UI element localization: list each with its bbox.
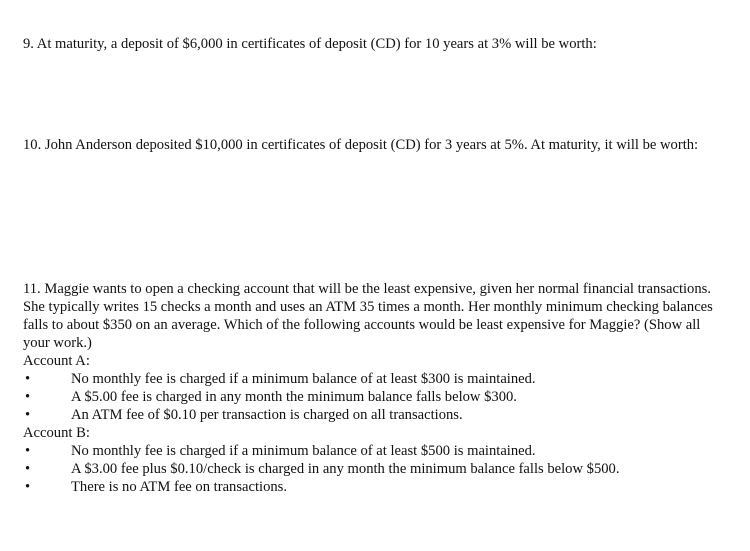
account-a-list — [23, 370, 723, 424]
account-b-item-text: A $3.00 fee plus $0.10/check is charged in any month the minimum balance falls below $500. — [71, 461, 620, 477]
account-a-item-text: An ATM fee of $0.10 per transaction is charged on all transactions. — [71, 407, 463, 423]
account-b-item — [23, 460, 723, 478]
account-a-item — [23, 406, 723, 424]
question-11-intro: 11. Maggie wants to open a checking account that will be the least expensive, given her normal financial transactions. She typically writes 15 checks a month and uses an ATM 35 times a month. Her monthly minimum checking balances falls to about $350 on an average. Which of the following accounts would be least expensive for Maggie? (Show all your work.) — [23, 281, 713, 351]
question-9 — [23, 35, 723, 53]
question-10 — [23, 136, 723, 154]
question-10-text: 10. John Anderson deposited $10,000 in certificates of deposit (CD) for 3 years at 5%. At maturity, it will be worth: — [23, 137, 699, 153]
account-b-item — [23, 478, 723, 496]
bullet-icon: • — [25, 443, 31, 459]
account-b-item-text: No monthly fee is charged if a minimum balance of at least $500 is maintained. — [71, 443, 536, 459]
account-a-item — [23, 388, 723, 406]
account-a-item-text: A $5.00 fee is charged in any month the minimum balance falls below $300. — [71, 389, 517, 405]
bullet-icon: • — [25, 371, 31, 387]
bullet-icon: • — [25, 479, 31, 495]
account-b-list — [23, 442, 723, 496]
account-b-heading: Account B: — [23, 425, 90, 441]
account-b-item-text: There is no ATM fee on transactions. — [71, 479, 288, 495]
account-a-item-text: No monthly fee is charged if a minimum balance of at least $300 is maintained. — [71, 371, 536, 387]
account-b-item — [23, 442, 723, 460]
question-9-text: 9. At maturity, a deposit of $6,000 in certificates of deposit (CD) for 10 years at 3% will be worth: — [23, 36, 597, 52]
bullet-icon: • — [25, 461, 31, 477]
account-a-heading: Account A: — [23, 353, 90, 369]
question-11 — [23, 280, 723, 496]
account-a-item — [23, 370, 723, 388]
bullet-icon: • — [25, 389, 31, 405]
bullet-icon: • — [25, 407, 31, 423]
